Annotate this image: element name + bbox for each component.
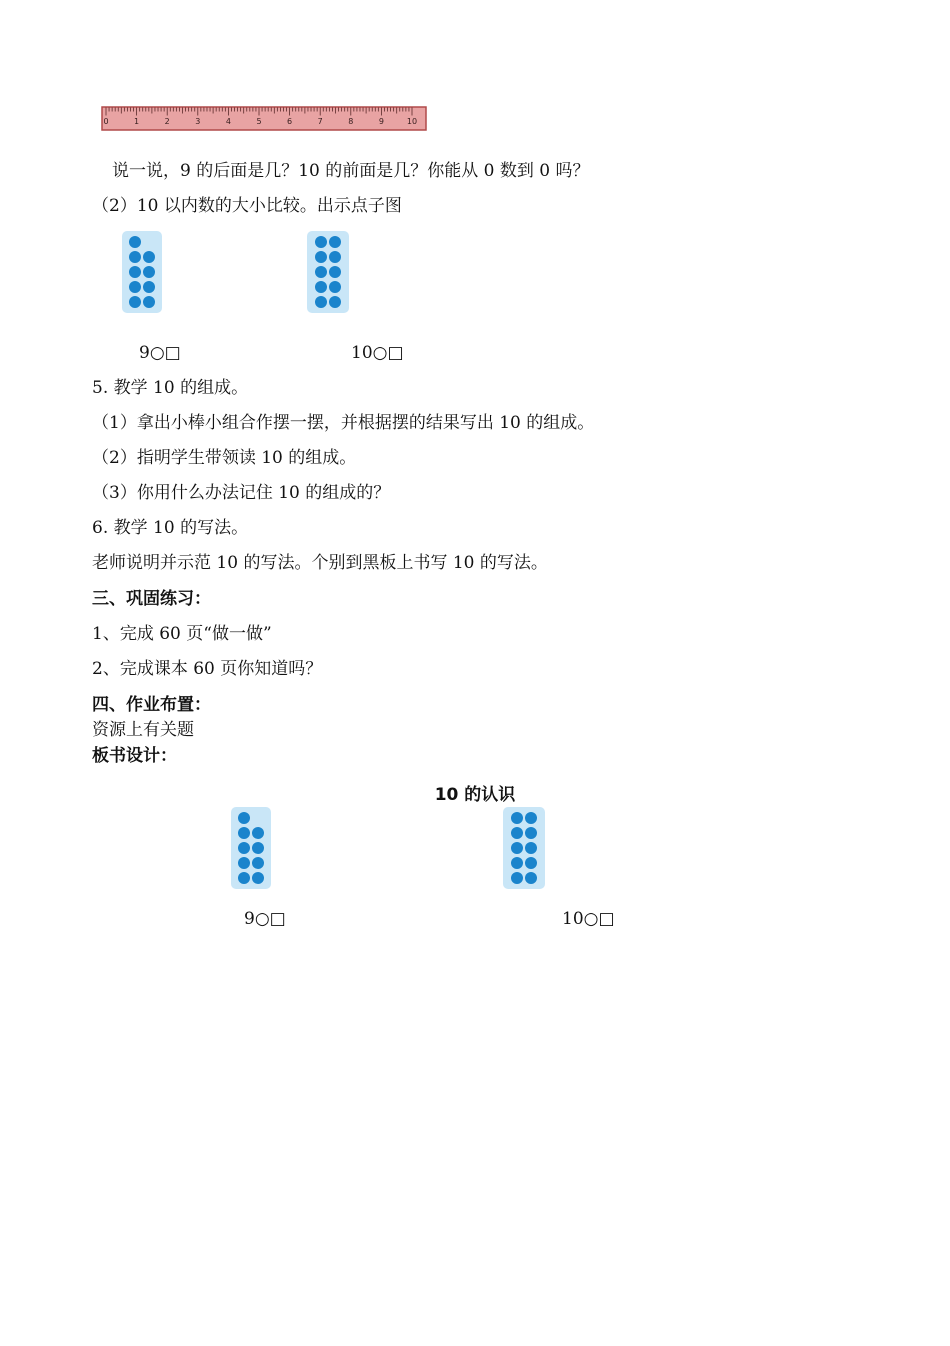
ruler-label: 1 bbox=[134, 117, 140, 126]
practice-item-1: 1、完成 60 页“做一做” bbox=[92, 624, 272, 644]
ruler-label: 5 bbox=[256, 117, 262, 126]
ruler-label: 7 bbox=[317, 117, 323, 126]
section-5-item-1: （1）拿出小棒小组合作摆一摆，并根据摆的结果写出 10 的组成。 bbox=[92, 413, 595, 433]
ruler-label: 4 bbox=[225, 117, 231, 126]
section-6-heading: 6. 教学 10 的写法。 bbox=[92, 518, 249, 538]
dot bbox=[252, 872, 264, 884]
section-5-item-3: （3）你用什么办法记住 10 的组成的？ bbox=[92, 483, 391, 503]
dot bbox=[315, 236, 327, 248]
section-6-description: 老师说明并示范 10 的写法。个别到黑板上书写 10 的写法。 bbox=[92, 553, 548, 573]
compare-nine-upper: 9○□ bbox=[139, 343, 181, 363]
question-say: 说一说，9 的后面是几？10 的前面是几？你能从 0 数到 0 吗？ bbox=[112, 161, 590, 181]
compare-ten-upper: 10○□ bbox=[351, 343, 404, 363]
dot bbox=[315, 266, 327, 278]
dot bbox=[238, 827, 250, 839]
dot bbox=[238, 812, 250, 824]
dot-card-nine-lower bbox=[230, 806, 272, 890]
dot bbox=[129, 281, 141, 293]
dot bbox=[252, 857, 264, 869]
dot bbox=[238, 842, 250, 854]
ruler-label: 3 bbox=[195, 117, 201, 126]
dot bbox=[511, 857, 523, 869]
dot bbox=[511, 812, 523, 824]
ruler-body bbox=[102, 107, 426, 130]
board-title: 10 的认识 bbox=[434, 785, 516, 805]
dot bbox=[511, 827, 523, 839]
dot bbox=[143, 266, 155, 278]
section-5-item-2: （2）指明学生带领读 10 的组成。 bbox=[92, 448, 357, 468]
dot bbox=[329, 296, 341, 308]
dot bbox=[238, 872, 250, 884]
compare-nine-lower: 9○□ bbox=[244, 909, 286, 929]
dot bbox=[252, 842, 264, 854]
dot bbox=[329, 266, 341, 278]
dot bbox=[129, 251, 141, 263]
dot bbox=[525, 812, 537, 824]
ruler-label: 8 bbox=[348, 117, 354, 126]
dot bbox=[143, 281, 155, 293]
dot bbox=[525, 857, 537, 869]
dot bbox=[252, 827, 264, 839]
dot bbox=[525, 872, 537, 884]
dot bbox=[238, 857, 250, 869]
ruler-label: 0 bbox=[103, 117, 109, 126]
dot-card-background bbox=[231, 807, 271, 889]
ruler-label: 10 bbox=[406, 117, 418, 126]
dot bbox=[129, 296, 141, 308]
dot bbox=[511, 872, 523, 884]
dot-card-background bbox=[307, 231, 349, 313]
dot-card-ten-lower bbox=[502, 806, 546, 890]
dot bbox=[329, 236, 341, 248]
ruler-label: 9 bbox=[378, 117, 384, 126]
dot-card-background bbox=[122, 231, 162, 313]
dot bbox=[315, 296, 327, 308]
dot bbox=[329, 281, 341, 293]
dot bbox=[329, 251, 341, 263]
section-4-heading: 四、作业布置： bbox=[92, 695, 211, 715]
dot bbox=[525, 827, 537, 839]
ruler bbox=[101, 106, 427, 131]
dot bbox=[511, 842, 523, 854]
compare-ten-lower: 10○□ bbox=[562, 909, 615, 929]
homework-text: 资源上有关题 bbox=[92, 720, 194, 740]
dot bbox=[315, 251, 327, 263]
dot bbox=[129, 266, 141, 278]
dot bbox=[129, 236, 141, 248]
question-compare: （2）10 以内数的大小比较。出示点子图 bbox=[92, 196, 402, 216]
dot bbox=[143, 296, 155, 308]
section-3-heading: 三、巩固练习： bbox=[92, 589, 211, 609]
dot-card-background bbox=[503, 807, 545, 889]
ruler-label: 2 bbox=[164, 117, 170, 126]
section-5-heading: 5. 教学 10 的组成。 bbox=[92, 378, 249, 398]
dot-card-nine-upper bbox=[121, 230, 163, 314]
dot-card-ten-upper bbox=[306, 230, 350, 314]
practice-item-2: 2、完成课本 60 页你知道吗？ bbox=[92, 659, 323, 679]
dot bbox=[315, 281, 327, 293]
dot bbox=[143, 251, 155, 263]
ruler-label: 6 bbox=[287, 117, 293, 126]
board-design-heading: 板书设计： bbox=[92, 746, 177, 766]
dot bbox=[525, 842, 537, 854]
